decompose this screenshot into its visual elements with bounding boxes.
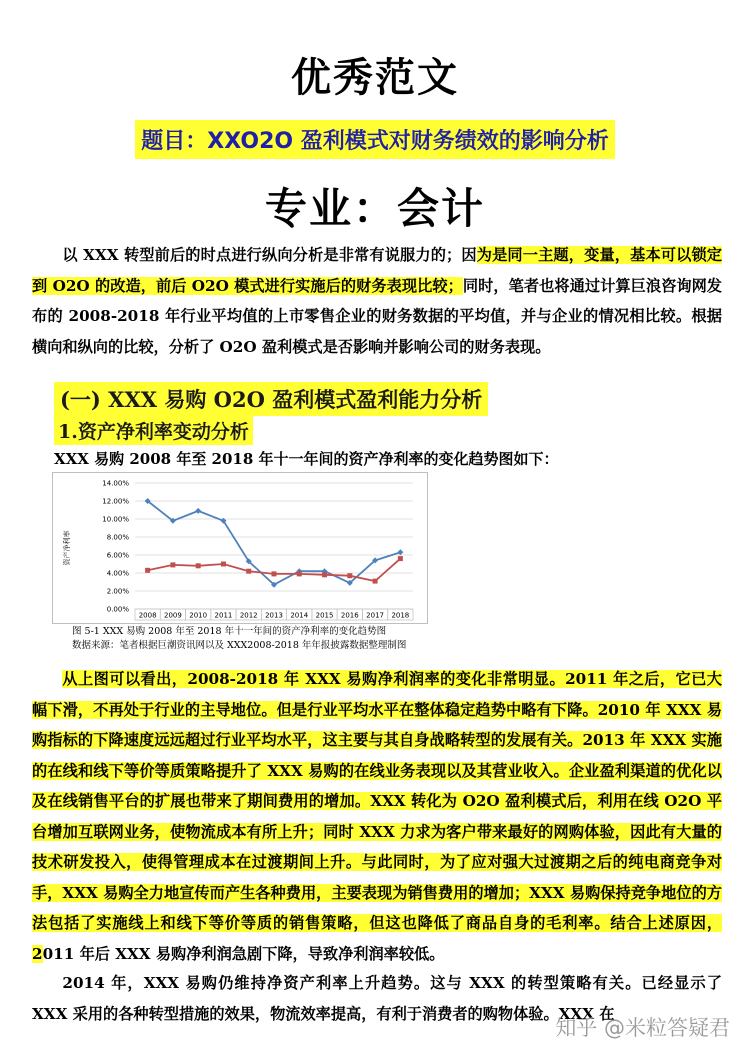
paragraph-analysis-text: 011 年后 XXX 易购净利润急剧下降，导致净利润率较低。 bbox=[42, 944, 445, 963]
chart-y-tick-label: 6.00% bbox=[106, 551, 129, 560]
paragraph-intro-text-a: 以 XXX 转型前后的时点进行纵向分析是非常有说服力的；因 bbox=[62, 246, 477, 264]
chart-y-tick-label: 0.00% bbox=[106, 605, 129, 614]
data-point-industry bbox=[347, 573, 352, 578]
data-point-industry bbox=[246, 569, 251, 574]
data-point-industry bbox=[196, 563, 201, 568]
chart-x-tick-label: 2015 bbox=[315, 611, 334, 620]
chart-y-tick-label: 12.00% bbox=[102, 497, 129, 506]
chart-x-tick-label: 2017 bbox=[366, 611, 385, 620]
paragraph-analysis bbox=[32, 664, 722, 969]
chart-x-tick-label: 2008 bbox=[138, 611, 157, 620]
data-point-company bbox=[397, 549, 403, 555]
chart-x-tick-label: 2011 bbox=[214, 611, 233, 620]
chart-x-tick-label: 2014 bbox=[290, 611, 309, 620]
paragraph-analysis-highlight: 从上图可以看出，2008-2018 年 XXX 易购净利润率的变化非常明显。2011 年之后，它已大幅下滑，不再处于行业的主导地位。但是行业平均水平在整体稳定趋势中略有下降。2010 年 XXX 易购指标的下降速度远远超过行业平均水平，这主要与其自身战略转型的发展有关。2013 年 XXX 实施的在线和线下等价等质策略提升了 XXX 易购的在线业务表现以及其营业收入。企业盈利渠道的优化以及在线销售平台的扩展也带来了期间费用的增加。XXX 转化为 O2O 盈利模式后，利用在线 O2O 平台增加互联网业务，使物流成本有所上升；同时 XXX 力求为客户带来最好的网购体验，因此有大量的技术研发投入，使得管理成本在过渡期间上升。与此同时，为了应对强大过渡期之后的纯电商竞争对手，XXX 易购全力地宣传而产生各种费用，主要表现为销售费用的增加；XXX 易购保持竞争地位的方法包括了实施线上和线下等价等质的销售策略，但这也降低了商品自身的毛利率。结合上述原因，2 bbox=[32, 670, 722, 963]
chart-y-tick-label: 2.00% bbox=[106, 587, 129, 596]
chart-y-tick-label: 4.00% bbox=[106, 569, 129, 578]
chart-x-tick-label: 2012 bbox=[239, 611, 258, 620]
sub-heading: 1.资产净利率变动分析 bbox=[54, 416, 253, 445]
roa-line-chart bbox=[53, 473, 427, 623]
chart-y-tick-label: 8.00% bbox=[106, 533, 129, 542]
paragraph-2014: 2014 年，XXX 易购仍维持净资产利率上升趋势。这与 XXX 的转型策略有关。已经显示了 XXX 采用的各种转型措施的效果，物流效率提高，有利于消费者的购物体验。XXX 在 bbox=[32, 974, 722, 1023]
data-point-industry bbox=[170, 562, 175, 567]
topic-title: 题目：XXO2O 盈利模式对财务绩效的影响分析 bbox=[135, 120, 615, 159]
chart-x-tick-label: 2018 bbox=[391, 611, 410, 620]
paragraph-intro bbox=[32, 240, 722, 362]
document-title: 优秀范文 bbox=[291, 55, 459, 101]
data-point-industry bbox=[145, 568, 150, 573]
series-line-industry bbox=[148, 559, 401, 582]
chart-intro: XXX 易购 2008 年至 2018 年十一年间的资产净利率的变化趋势图如下： bbox=[54, 450, 559, 468]
paragraph-intro-text-b: 同时，笔者也将通过计算巨浪咨询网发布的 2008-2018 年行业平均值的上市零售企业的财务数据的平均值，并与企业的情况相比较。根据横向和纵向的比较，分析了 O2O 盈利模式是否影响并影响公司的财务表现。 bbox=[32, 276, 722, 356]
data-point-company bbox=[195, 508, 201, 514]
chart-y-tick-label: 14.00% bbox=[102, 479, 129, 488]
chart-x-tick-label: 2010 bbox=[189, 611, 208, 620]
major-title: 专业：会计 bbox=[264, 184, 485, 233]
data-point-industry bbox=[297, 571, 302, 576]
figure-source: 数据来源：笔者根据巨潮资讯网以及 XXX2008-2018 年年报披露数据整理制图 bbox=[72, 640, 407, 651]
section-heading: (一) XXX 易购 O2O 盈利模式盈利能力分析 bbox=[54, 382, 488, 416]
data-point-industry bbox=[221, 562, 226, 567]
data-point-industry bbox=[322, 572, 327, 577]
data-point-industry bbox=[373, 579, 378, 584]
data-point-industry bbox=[272, 571, 277, 576]
chart-y-label: 资产净利率 bbox=[63, 530, 71, 566]
chart-x-tick-label: 2009 bbox=[163, 611, 182, 620]
chart-y-tick-label: 10.00% bbox=[102, 515, 129, 524]
chart-frame bbox=[52, 472, 428, 624]
data-point-industry bbox=[398, 556, 403, 561]
paragraph-intro-highlight: 为是同一主题，变量，基本可以锁定到 O2O 的改造，前后 O2O 模式进行实施后的财务表现比较； bbox=[32, 246, 722, 295]
chart-x-tick-label: 2016 bbox=[340, 611, 359, 620]
watermark: 知乎 @米粒答疑君 bbox=[555, 1016, 730, 1040]
figure-caption: 图 5-1 XXX 易购 2008 年至 2018 年十一年间的资产净利率的变化趋势图 bbox=[72, 626, 387, 637]
chart-x-tick-label: 2013 bbox=[265, 611, 283, 620]
